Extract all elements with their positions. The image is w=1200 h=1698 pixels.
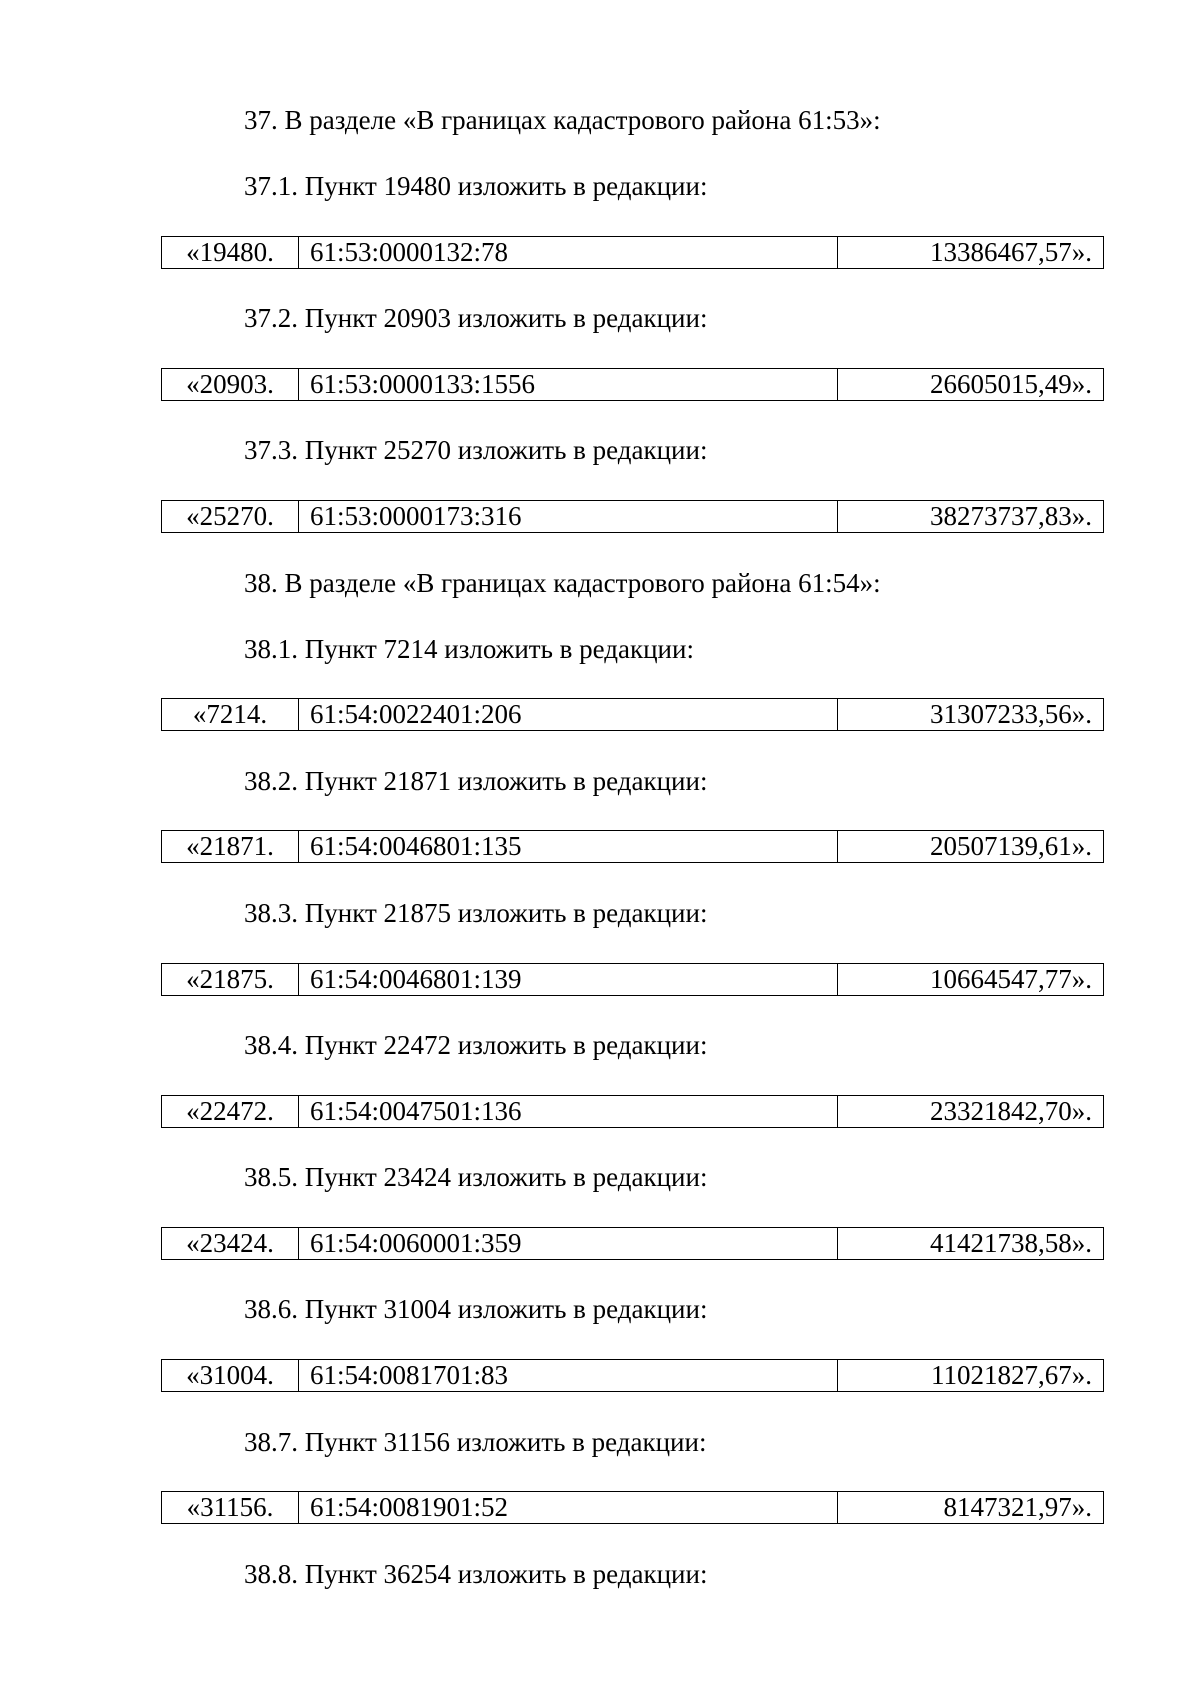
- amendment-instruction: 37.3. Пункт 25270 изложить в редакции:: [244, 435, 708, 465]
- table-row: [162, 964, 1104, 996]
- cadastral-value: 31307233,56».: [838, 699, 1104, 731]
- table-row: [162, 237, 1104, 269]
- amendment-table: [161, 830, 1104, 863]
- amendment-instruction: 38.7. Пункт 31156 изложить в редакции:: [244, 1427, 707, 1457]
- item-number: «22472.: [162, 1096, 299, 1128]
- table-row: [162, 831, 1104, 863]
- amendment-table: [161, 1491, 1104, 1524]
- cadastral-value: 20507139,61».: [838, 831, 1104, 863]
- cadastral-number: 61:54:0022401:206: [299, 699, 838, 731]
- section-heading: 37. В разделе «В границах кадастрового района 61:53»:: [244, 105, 881, 135]
- cadastral-number: 61:53:0000173:316: [299, 501, 838, 533]
- amendment-table: [161, 1359, 1104, 1392]
- amendment-table: [161, 963, 1104, 996]
- cadastral-value: 8147321,97».: [838, 1492, 1104, 1524]
- amendment-instruction: 37.1. Пункт 19480 изложить в редакции:: [244, 171, 708, 201]
- table-row: [162, 1228, 1104, 1260]
- amendment-instruction: 37.2. Пункт 20903 изложить в редакции:: [244, 303, 708, 333]
- item-number: «21875.: [162, 964, 299, 996]
- amendment-instruction: 38.3. Пункт 21875 изложить в редакции:: [244, 898, 708, 928]
- cadastral-number: 61:53:0000133:1556: [299, 369, 838, 401]
- item-number: «23424.: [162, 1228, 299, 1260]
- section-heading: 38. В разделе «В границах кадастрового района 61:54»:: [244, 568, 881, 598]
- table-row: [162, 501, 1104, 533]
- item-number: «31004.: [162, 1360, 299, 1392]
- table-row: [162, 369, 1104, 401]
- cadastral-value: 38273737,83».: [838, 501, 1104, 533]
- amendment-instruction: 38.4. Пункт 22472 изложить в редакции:: [244, 1030, 708, 1060]
- item-number: «20903.: [162, 369, 299, 401]
- amendment-instruction: 38.8. Пункт 36254 изложить в редакции:: [244, 1559, 708, 1589]
- item-number: «21871.: [162, 831, 299, 863]
- amendment-table: [161, 698, 1104, 731]
- cadastral-value: 41421738,58».: [838, 1228, 1104, 1260]
- cadastral-value: 23321842,70».: [838, 1096, 1104, 1128]
- cadastral-value: 11021827,67».: [838, 1360, 1104, 1392]
- amendment-table: [161, 368, 1104, 401]
- amendment-instruction: 38.2. Пункт 21871 изложить в редакции:: [244, 766, 708, 796]
- cadastral-number: 61:54:0081701:83: [299, 1360, 838, 1392]
- item-number: «7214.: [162, 699, 299, 731]
- amendment-table: [161, 236, 1104, 269]
- cadastral-number: 61:54:0081901:52: [299, 1492, 838, 1524]
- cadastral-value: 26605015,49».: [838, 369, 1104, 401]
- table-row: [162, 1492, 1104, 1524]
- cadastral-number: 61:53:0000132:78: [299, 237, 838, 269]
- item-number: «25270.: [162, 501, 299, 533]
- cadastral-value: 10664547,77».: [838, 964, 1104, 996]
- item-number: «31156.: [162, 1492, 299, 1524]
- cadastral-value: 13386467,57».: [838, 237, 1104, 269]
- amendment-table: [161, 1095, 1104, 1128]
- amendment-instruction: 38.6. Пункт 31004 изложить в редакции:: [244, 1294, 708, 1324]
- amendment-table: [161, 1227, 1104, 1260]
- cadastral-number: 61:54:0047501:136: [299, 1096, 838, 1128]
- item-number: «19480.: [162, 237, 299, 269]
- cadastral-number: 61:54:0046801:135: [299, 831, 838, 863]
- table-row: [162, 699, 1104, 731]
- cadastral-number: 61:54:0060001:359: [299, 1228, 838, 1260]
- amendment-instruction: 38.5. Пункт 23424 изложить в редакции:: [244, 1162, 708, 1192]
- table-row: [162, 1096, 1104, 1128]
- amendment-table: [161, 500, 1104, 533]
- table-row: [162, 1360, 1104, 1392]
- amendment-instruction: 38.1. Пункт 7214 изложить в редакции:: [244, 634, 694, 664]
- cadastral-number: 61:54:0046801:139: [299, 964, 838, 996]
